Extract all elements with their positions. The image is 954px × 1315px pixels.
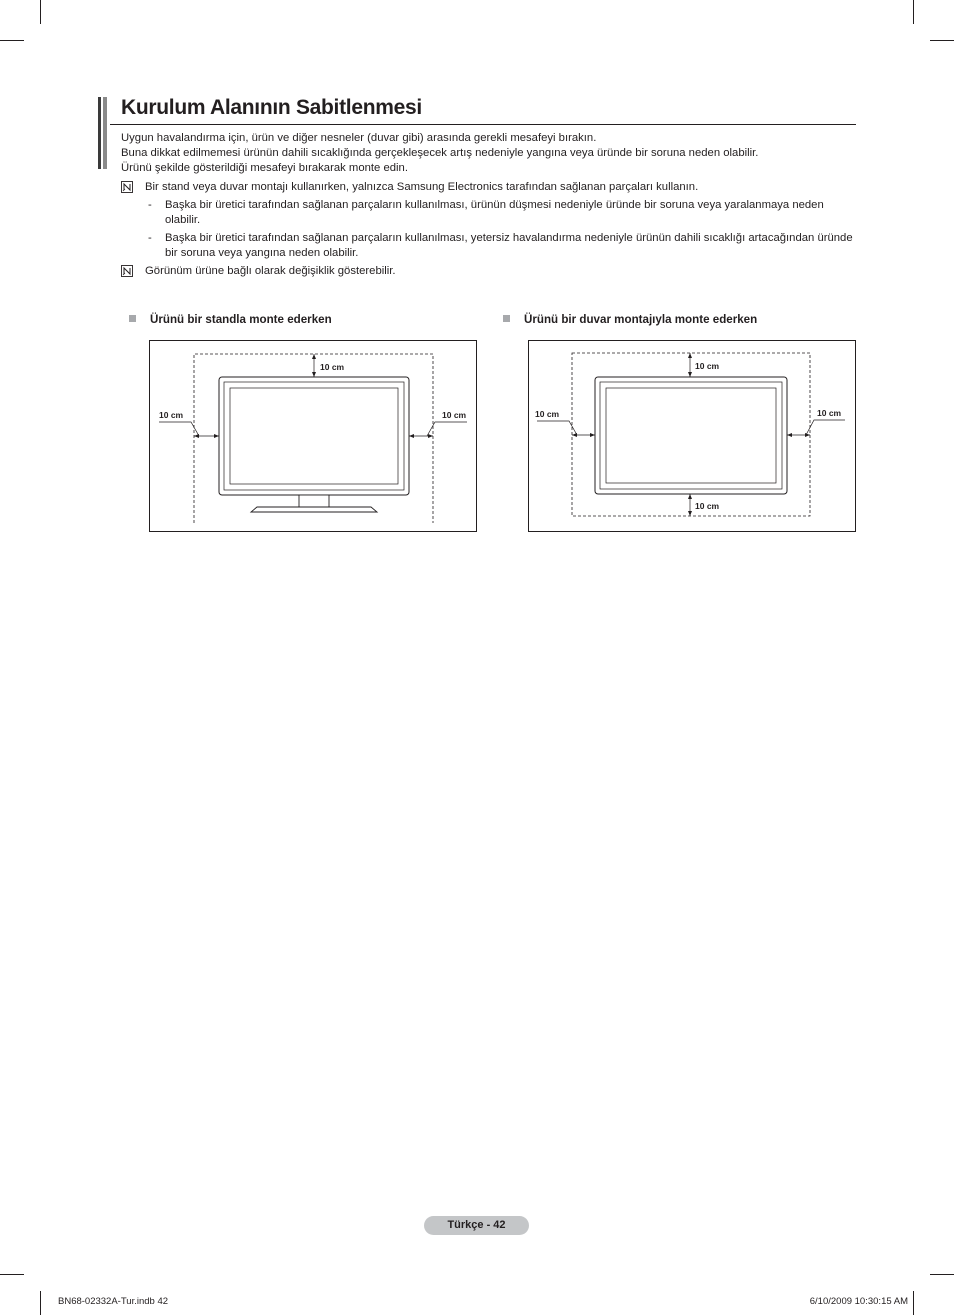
clearance-label-top: 10 cm: [320, 362, 345, 372]
stand-mount-heading: [129, 313, 332, 326]
list-item-text: Başka bir üretici tarafından sağlanan parçaların kullanılması, ürünün düşmesi nedeniyle üründe bir soruna veya yaralanmaya neden olabilir.: [165, 199, 824, 226]
crop-mark: [913, 1291, 914, 1315]
clearance-label-bottom: 10 cm: [695, 501, 720, 511]
list-item-text: Başka bir üretici tarafından sağlanan parçaların kullanılması, yetersiz havalandırma nedeniyle ürünün dahili sıcaklığı artacağından üründe bir soruna veya yangına neden olabilir.: [165, 232, 853, 259]
note-icon: [121, 265, 133, 277]
intro-line: Uygun havalandırma için, ürün ve diğer nesneler (duvar gibi) arasında gerekli mesafeyi bırakın.: [121, 132, 597, 144]
footer-timestamp: 6/10/2009 10:30:15 AM: [809, 1296, 908, 1307]
page-number-badge: Türkçe - 42: [424, 1216, 529, 1235]
clearance-label-right: 10 cm: [817, 408, 842, 418]
clearance-label-left: 10 cm: [535, 409, 560, 419]
heading-text: Ürünü bir duvar montajıyla monte ederken: [524, 313, 758, 326]
crop-mark: [0, 40, 24, 41]
square-bullet-icon: [129, 315, 136, 322]
title-rule: [110, 124, 856, 125]
stand-mount-illustration: [149, 340, 477, 532]
crop-mark: [0, 1274, 24, 1275]
stand-mount-diagram: [149, 340, 477, 532]
wall-mount-heading: [503, 313, 757, 326]
clearance-label-right: 10 cm: [442, 410, 467, 420]
crop-mark: [40, 1291, 41, 1315]
heading-text: Ürünü bir standla monte ederken: [150, 313, 332, 326]
intro-paragraph: [121, 131, 856, 176]
note-icon: [121, 181, 133, 193]
crop-mark: [930, 1274, 954, 1275]
footer-file-info: BN68-02332A-Tur.indb 42: [58, 1296, 169, 1307]
note-text: Bir stand veya duvar montajı kullanırken, yalnızca Samsung Electronics tarafından sağlanan parçaları kullanın.: [145, 181, 699, 193]
crop-mark: [930, 40, 954, 41]
wall-mount-diagram: [528, 340, 856, 532]
crop-mark: [913, 0, 914, 24]
square-bullet-icon: [503, 315, 510, 322]
note-text: Görünüm ürüne bağlı olarak değişiklik gösterebilir.: [145, 265, 396, 277]
dash-bullet: -: [148, 199, 152, 211]
clearance-label-left: 10 cm: [159, 410, 184, 420]
dash-bullet: -: [148, 232, 152, 244]
clearance-label-top: 10 cm: [695, 361, 720, 371]
intro-line: Buna dikkat edilmemesi ürünün dahili sıcaklığında gerçekleşecek artış nedeniyle yangına veya üründe bir soruna neden olabilir.: [121, 147, 759, 159]
crop-mark: [40, 0, 41, 24]
wall-mount-illustration: [528, 340, 856, 532]
page-title: Kurulum Alanının Sabitlenmesi: [121, 96, 422, 119]
intro-line: Ürünü şekilde gösterildiği mesafeyi bırakarak monte edin.: [121, 162, 408, 174]
title-accent-bar: [98, 97, 107, 169]
